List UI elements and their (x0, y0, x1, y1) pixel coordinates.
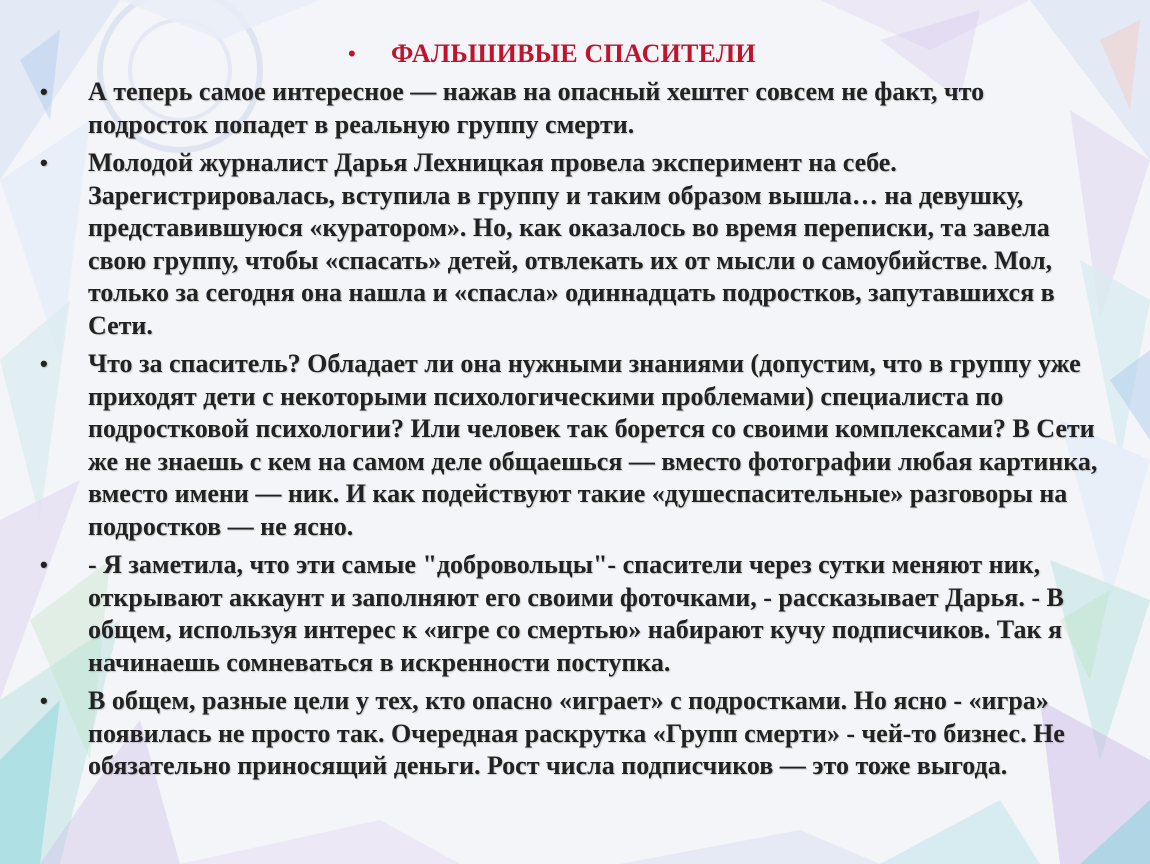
list-item (40, 549, 1110, 679)
bullet-icon: • (40, 552, 48, 577)
title-bullet: • (348, 41, 356, 66)
list-item-text: Что за спаситель? Обладает ли она нужными знаниями (допустим, что в группу уже приходят дети с некоторыми психологическими проблемами) специалиста по подростковой психологии? Или человек так борется со своими комплексами? В Сети же не знаешь с кем на самом деле общаешься — вместо фотографии любая картинка, вместо имени — ник. И как подействуют такие «душеспасительные» разговоры на подростков — не ясно. (88, 349, 1098, 541)
list-item (40, 147, 1110, 342)
list-item (40, 348, 1110, 543)
slide-title-row (340, 38, 860, 72)
bullet-icon: • (40, 351, 48, 376)
list-item-text: В общем, разные цели у тех, кто опасно «играет» с подростками. Но ясно - «игра» появилась не просто так. Очередная раскрутка «Групп смерти» - чей-то бизнес. Не обязательно приносящий деньги. Рост числа подписчиков — это тоже выгода. (88, 686, 1065, 780)
list-item (40, 76, 1110, 141)
list-item-text: - Я заметила, что эти самые "добровольцы"- спасители через сутки меняют ник, открывают аккаунт и заполняют его своими фоточками, - рассказывает Дарья. - В общем, используя интерес к «игре со смертью» набирают кучу подписчиков. Так я начинаешь сомневаться в искренности поступка. (88, 550, 1064, 677)
slide-title: ФАЛЬШИВЫЕ СПАСИТЕЛИ (391, 39, 756, 68)
bullet-icon: • (40, 688, 48, 713)
bullet-list (40, 76, 1110, 789)
list-item (40, 685, 1110, 783)
list-item-text: А теперь самое интересное — нажав на опасный хештег совсем не факт, что подросток попадет в реальную группу смерти. (88, 77, 985, 139)
bullet-icon: • (40, 79, 48, 104)
bullet-icon: • (40, 150, 48, 175)
list-item-text: Молодой журналист Дарья Лехницкая провела эксперимент на себе. Зарегистрировалась, вступила в группу и таким образом вышла… на девушку, представившуюся «куратором». Но, как оказалось во время переписки, та завела свою группу, чтобы «спасать» детей, отвлекать их от мысли о самоубийстве. Мол, только за сегодня она нашла и «спасла» одиннадцать подростков, запутавшихся в Сети. (88, 148, 1055, 340)
